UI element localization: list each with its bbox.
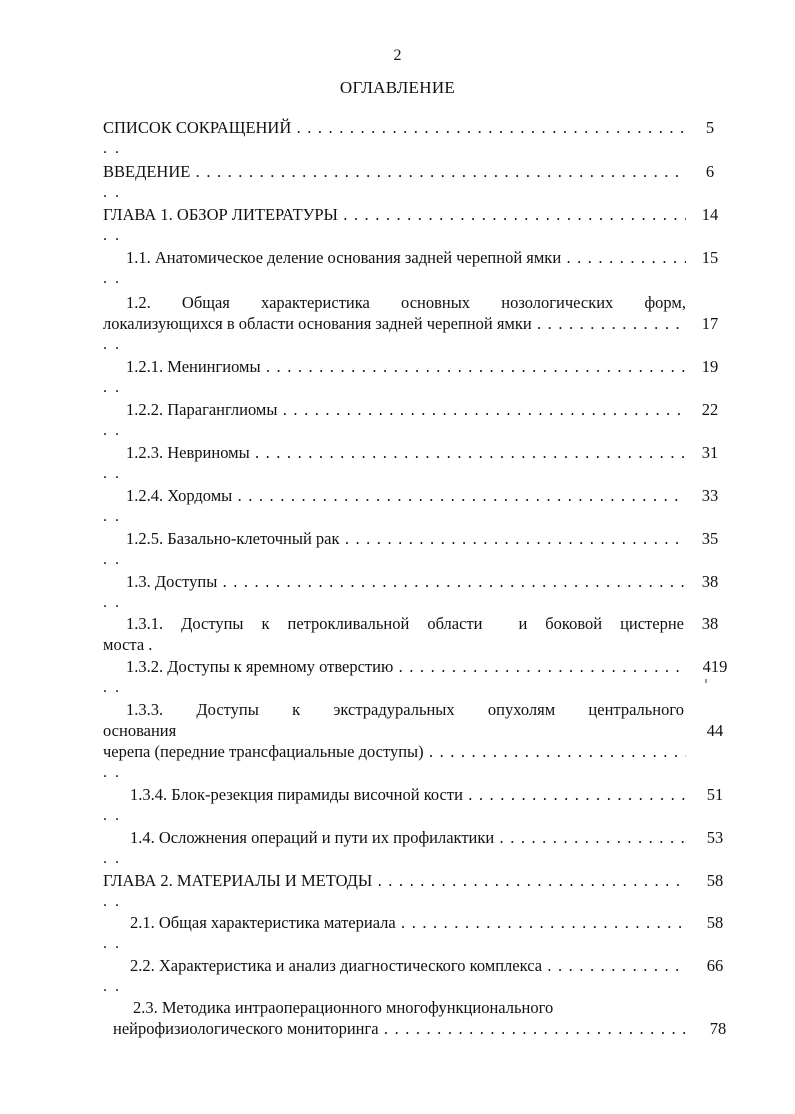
- toc-entry-label-line3: черепа (передние трансфациальные доступы) . . .: [103, 742, 686, 762]
- toc-entry-label: 1.3. Доступы . . .: [126, 572, 686, 592]
- toc-entry-page: 31: [701, 443, 719, 462]
- toc-entry-page: 17: [701, 314, 719, 333]
- toc-entry-label: 1.3.4. Блок-резекция пирамиды височной кости . . .: [130, 785, 686, 805]
- continuation-dots: . .: [103, 379, 121, 396]
- toc-entry-page: 5: [705, 118, 715, 137]
- toc-entry-label-line2: основания: [103, 721, 177, 740]
- toc-entry-page: 35: [701, 529, 719, 548]
- toc-entry-page: 419: [702, 657, 728, 676]
- continuation-dots: . .: [103, 465, 121, 482]
- toc-entry-page: 53: [706, 828, 724, 847]
- toc-entry-label-line1: 1.3.3. Доступы к экстрадуральных опухолям центрального: [126, 700, 684, 719]
- toc-entry-label: 1.2.1. Менингиомы . . .: [126, 357, 686, 377]
- toc-entry-page: 38: [701, 572, 719, 591]
- toc-entry-label: 1.2.3. Невриномы . . .: [126, 443, 686, 463]
- toc-entry-page: 19: [701, 357, 719, 376]
- continuation-dots: . .: [103, 764, 121, 781]
- continuation-dots: . .: [103, 551, 121, 568]
- page-number: 2: [393, 47, 402, 64]
- toc-entry-label: ГЛАВА 2. МАТЕРИАЛЫ И МЕТОДЫ . . .: [103, 871, 686, 891]
- continuation-dots: . .: [103, 893, 121, 910]
- continuation-dots: . .: [103, 336, 121, 353]
- continuation-dots: . .: [103, 807, 121, 824]
- toc-entry-label-line2: нейрофизиологического мониторинга . . .: [113, 1019, 688, 1039]
- continuation-dots: . .: [103, 594, 121, 611]
- toc-entry-label-line1: 1.2. Общая характеристика основных нозологических форм,: [126, 293, 686, 312]
- continuation-dots: . .: [103, 935, 121, 952]
- continuation-dots: . .: [103, 850, 121, 867]
- toc-entry-label-line2: моста .: [103, 635, 153, 654]
- toc-entry-label: 1.2.4. Хордомы . . .: [126, 486, 686, 506]
- toc-entry-label: 1.2.5. Базально-клеточный рак . . .: [126, 529, 686, 549]
- page-title: ОГЛАВЛЕНИЕ: [339, 78, 456, 97]
- toc-entry-page: 58: [706, 871, 724, 890]
- toc-entry-label: ВВЕДЕНИЕ . . .: [103, 162, 686, 182]
- toc-entry-label: ГЛАВА 1. ОБЗОР ЛИТЕРАТУРЫ . . .: [103, 205, 686, 225]
- toc-entry-page: 6: [705, 162, 715, 181]
- toc-entry-page: 14: [701, 205, 719, 224]
- toc-entry-page: 51: [706, 785, 724, 804]
- toc-entry-label-line1: 1.3.1. Доступы к петрокливальной области и боковой цистерне: [126, 614, 684, 633]
- toc-entry-page: 15: [701, 248, 719, 267]
- toc-entry-page: 33: [701, 486, 719, 505]
- continuation-dots: . .: [103, 140, 121, 157]
- toc-entry-label: 2.2. Характеристика и анализ диагностического комплекса . . .: [130, 956, 686, 976]
- toc-entry-label-line1: 2.3. Методика интраоперационного многофункционального: [133, 998, 554, 1017]
- toc-entry-page: 58: [706, 913, 724, 932]
- continuation-dots: . .: [103, 184, 121, 201]
- toc-entry-label-line2: локализующихся в области основания задней черепной ямки . . .: [103, 314, 686, 334]
- continuation-dots: . .: [103, 227, 121, 244]
- continuation-dots: . .: [103, 978, 121, 995]
- toc-entry-label: 1.2.2. Параганглиомы . . .: [126, 400, 686, 420]
- toc-entry-label: 1.1. Анатомическое деление основания задней черепной ямки . . .: [126, 248, 686, 268]
- continuation-dots: . .: [103, 508, 121, 525]
- toc-entry-page: 38: [701, 614, 719, 633]
- toc-entry-page: 22: [701, 400, 719, 419]
- toc-entry-page: 44: [706, 721, 724, 740]
- toc-entry-label: СПИСОК СОКРАЩЕНИЙ . . .: [103, 118, 686, 138]
- continuation-dots: . .: [103, 270, 121, 287]
- continuation-dots: . .: [103, 422, 121, 439]
- continuation-dots: . .: [103, 679, 121, 696]
- toc-entry-label: 1.3.2. Доступы к яремному отверстию . . .: [126, 657, 686, 677]
- scan-mark: [705, 679, 707, 683]
- toc-entry-label: 2.1. Общая характеристика материала . . .: [130, 913, 686, 933]
- toc-entry-label: 1.4. Осложнения операций и пути их профилактики . . .: [130, 828, 686, 848]
- toc-entry-page: 66: [706, 956, 724, 975]
- toc-entry-page: 78: [709, 1019, 727, 1038]
